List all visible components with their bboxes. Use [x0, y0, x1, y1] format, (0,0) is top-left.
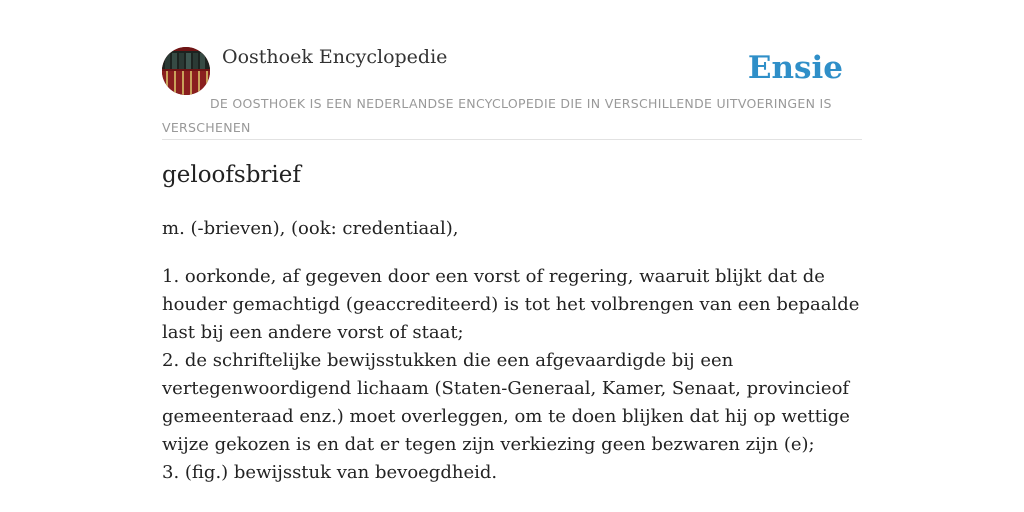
source-description: DE OOSTHOEK IS EEN NEDERLANDSE ENCYCLOPEDIE DIE IN VERSCHILLENDE UITVOERINGEN IS VERSCHENEN — [162, 96, 832, 135]
definition-body — [162, 263, 862, 487]
definition-item: 3. (fig.) bewijsstuk van bevoegdheid. — [162, 462, 498, 483]
encyclopedia-books-icon — [162, 47, 210, 95]
definition-item: 1. oorkonde, af gegeven door een vorst of regering, waaruit blijkt dat de houder gemachtigd (geaccrediteerd) is tot het volbrengen van een bepaalde last bij een andere vorst of staat; — [162, 266, 860, 343]
divider — [162, 139, 862, 140]
definition-item: 2. de schriftelijke bewijsstukken die een afgevaardigde bij een vertegenwoordigend lichaam (Staten-Generaal, Kamer, Senaat, provincieof gemeenteraad enz.) moet overleggen, om te doen blijken dat hij op wettige wijze gekozen is en dat er tegen zijn verkiezing geen bezwaren zijn (e); — [162, 350, 850, 455]
grammar-info: m. (-brieven), (ook: credentiaal), — [162, 218, 459, 239]
brand-logo[interactable]: Ensie — [747, 50, 843, 86]
source-title[interactable]: Oosthoek Encyclopedie — [222, 46, 448, 68]
avatar[interactable] — [162, 47, 210, 95]
page-title: geloofsbrief — [162, 162, 301, 188]
